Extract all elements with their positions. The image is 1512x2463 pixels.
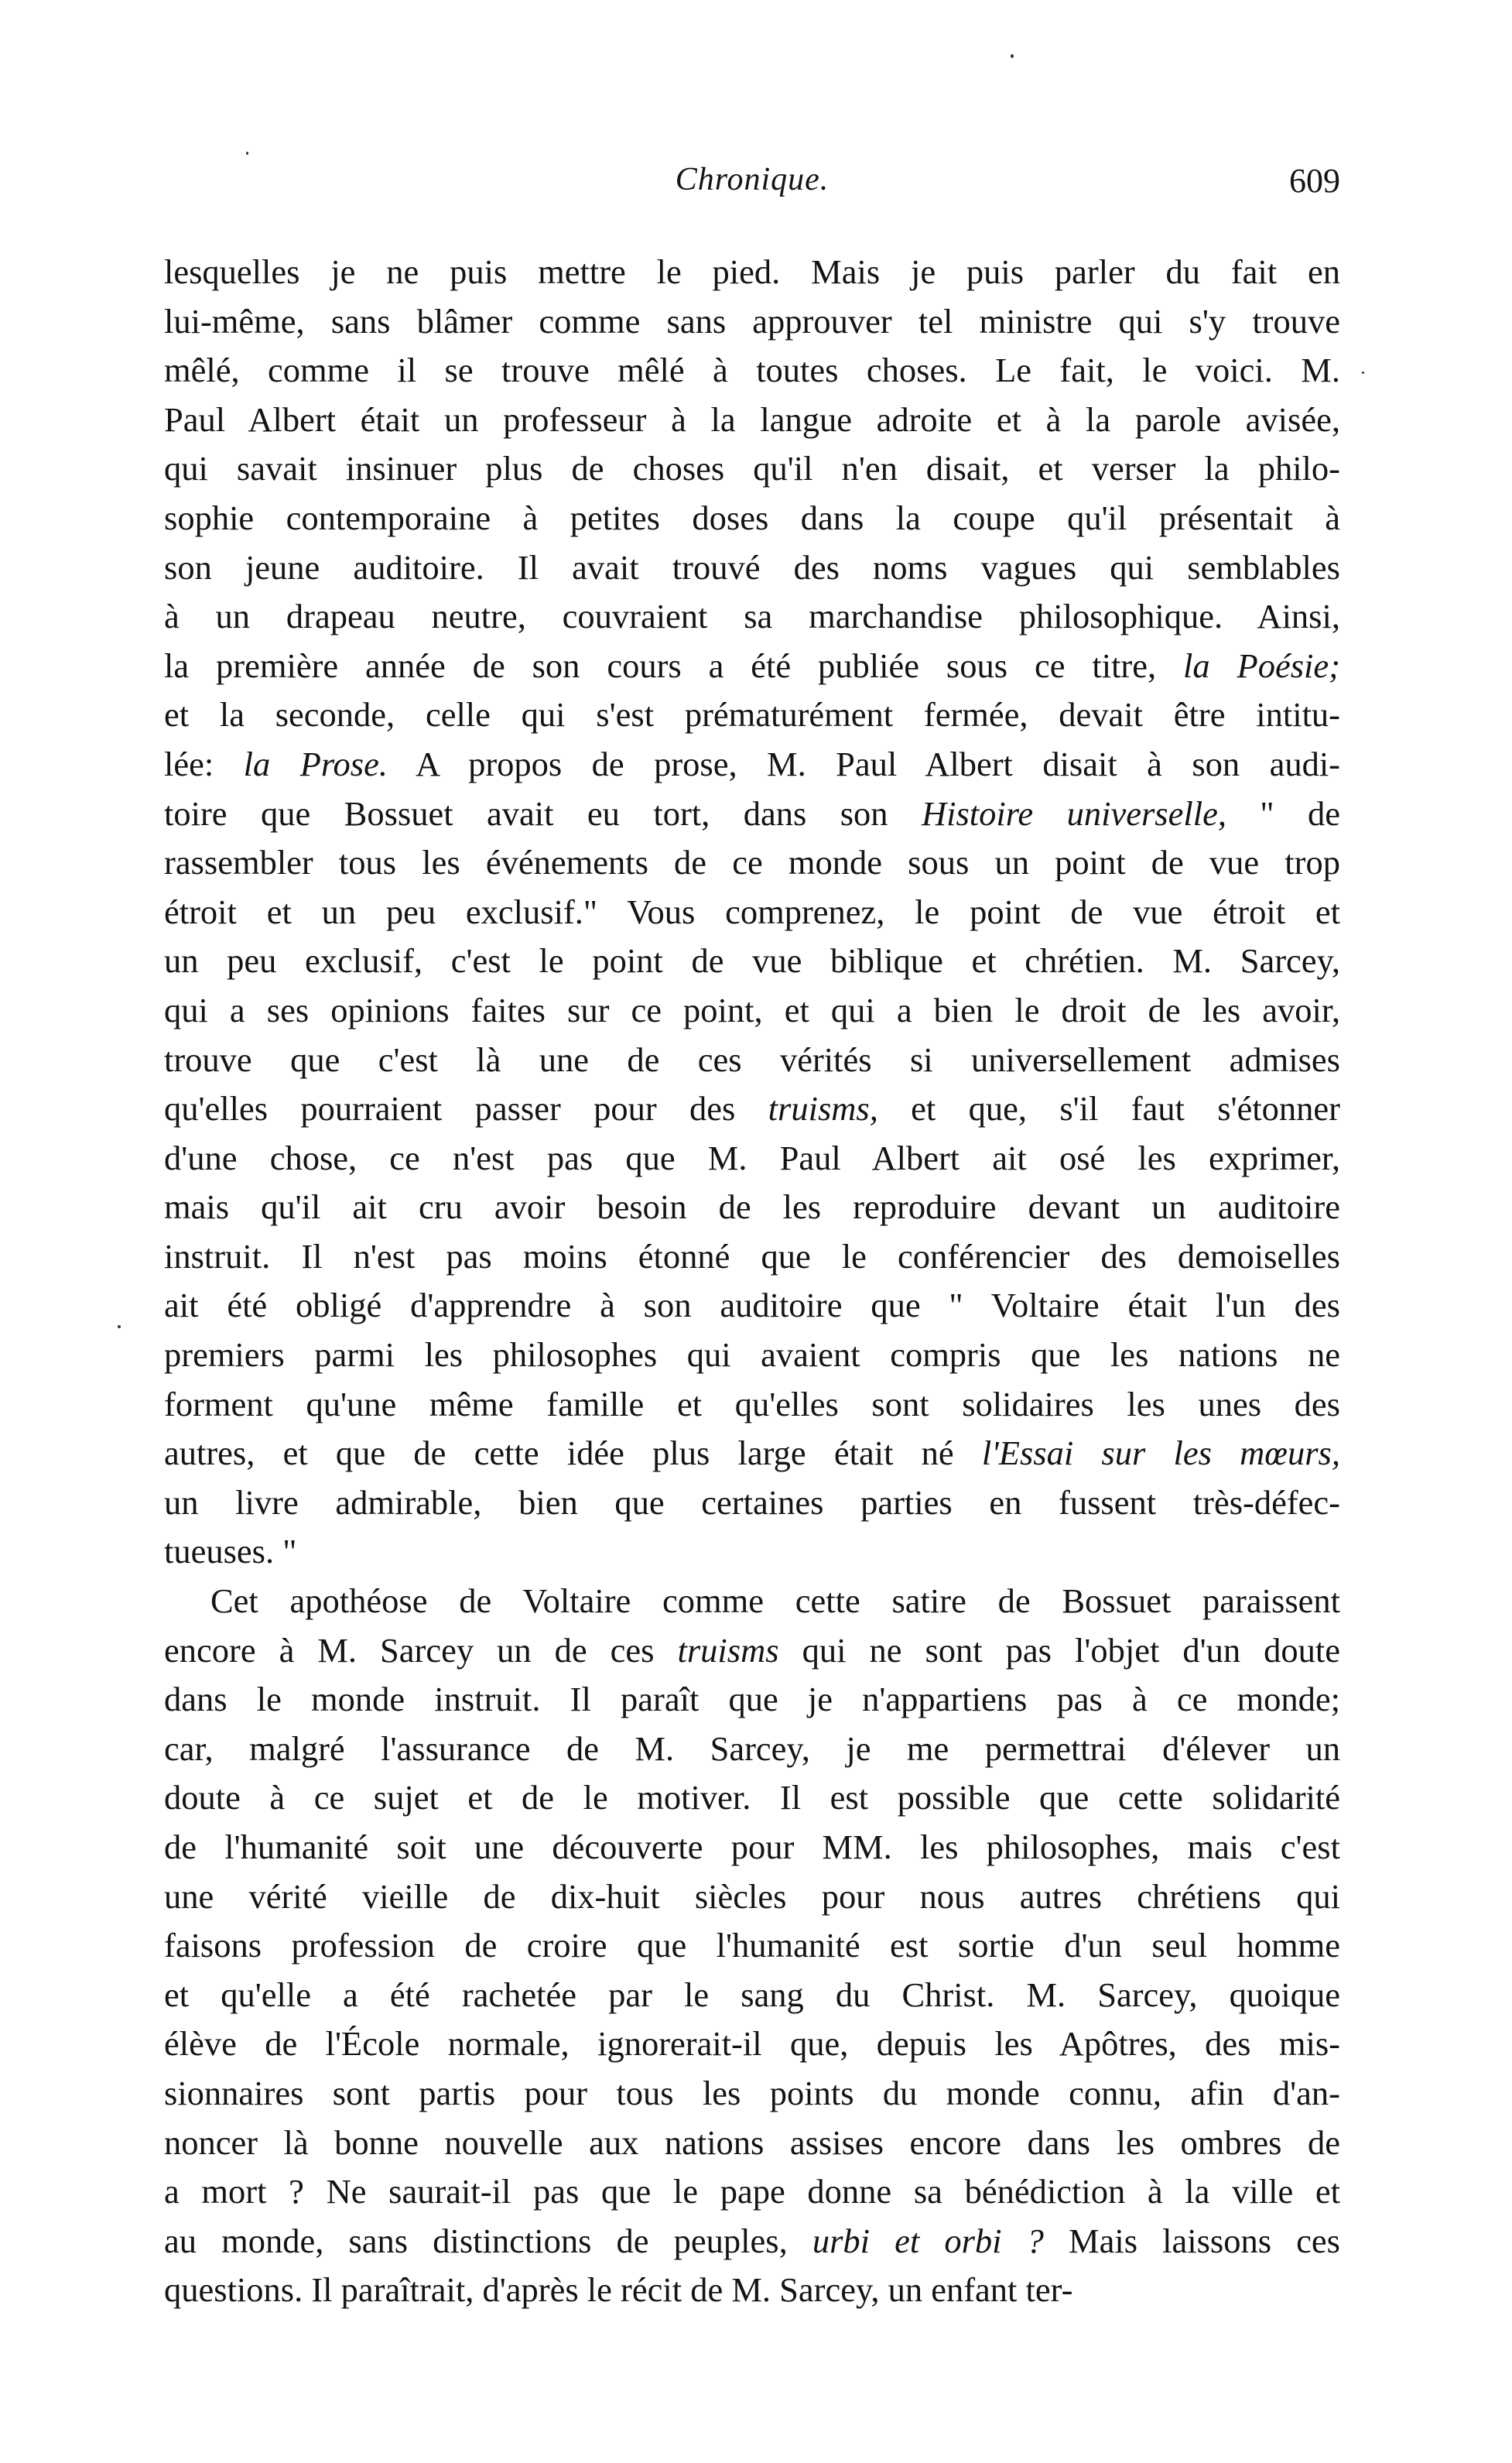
- text-run: autres, et que de cette idée plus large était né: [164, 1434, 982, 1473]
- text-line: [164, 1084, 1340, 1134]
- text-run: questions. Il paraîtrait, d'après le récit de M. Sarcey, un enfant ter-: [164, 2270, 1073, 2310]
- text-line: [164, 937, 1340, 986]
- text-run: mêlé, comme il se trouve mêlé à toutes choses. Le fait, le voici. M.: [164, 351, 1340, 390]
- text-run: et la seconde, celle qui s'est prématurément fermée, devait être intitu-: [164, 695, 1340, 735]
- text-run: qu'elles pourraient passer pour des: [164, 1089, 768, 1129]
- italic-run: truisms,: [768, 1089, 878, 1129]
- text-line: [164, 346, 1340, 396]
- text-line: [164, 1971, 1340, 2020]
- text-line: [164, 543, 1340, 593]
- text-line: [164, 2266, 1340, 2315]
- text-line: [164, 494, 1340, 543]
- text-run: instruit. Il n'est pas moins étonné que le conférencier des demoiselles: [164, 1236, 1340, 1276]
- text-run: à un drapeau neutre, couvraient sa marchandise philosophique. Ainsi,: [164, 597, 1340, 636]
- running-head: [164, 161, 1340, 215]
- text-line: [164, 2019, 1340, 2069]
- text-line: [164, 248, 1340, 297]
- text-run: doute à ce sujet et de le motiver. Il est possible que cette solidarité: [164, 1778, 1340, 1817]
- text-line: [164, 888, 1340, 937]
- text-run: un peu exclusif, c'est le point de vue biblique et chrétien. M. Sarcey,: [164, 941, 1340, 981]
- text-run: qui a ses opinions faites sur ce point, et qui a bien le droit de les avoir,: [164, 990, 1340, 1029]
- text-line: [164, 2119, 1340, 2168]
- text-line: [164, 1183, 1340, 1232]
- page-number: 609: [1289, 162, 1340, 200]
- text-line: [164, 2217, 1340, 2266]
- text-line: [164, 1281, 1340, 1331]
- text-run: noncer là bonne nouvelle aux nations assises encore dans les ombres de: [164, 2122, 1340, 2162]
- text-line: [164, 986, 1340, 1036]
- italic-run: urbi et orbi ?: [812, 2221, 1044, 2260]
- text-line: [164, 642, 1340, 691]
- text-line: [164, 1725, 1340, 1774]
- text-line: [164, 1380, 1340, 1430]
- text-run: Mais laissons ces: [1043, 2221, 1340, 2260]
- italic-run: la Prose.: [243, 744, 388, 783]
- text-run: dans le monde instruit. Il paraît que je n'appartiens pas à ce monde;: [164, 1680, 1340, 1719]
- text-run: premiers parmi les philosophes qui avaient compris que les nations ne: [164, 1335, 1340, 1375]
- text-run: qui savait insinuer plus de choses qu'il n'en disait, et verser la philo-: [164, 449, 1340, 488]
- text-line: [164, 1626, 1340, 1676]
- text-run: ait été obligé d'apprendre à son auditoire que " Voltaire était l'un des: [164, 1286, 1340, 1325]
- text-run: lesquelles je ne puis mettre le pied. Mais je puis parler du fait en: [164, 252, 1340, 291]
- text-run: rassembler tous les événements de ce monde sous un point de vue trop: [164, 843, 1340, 882]
- text-run: un livre admirable, bien que certaines parties en fussent très-défec-: [164, 1482, 1340, 1522]
- text-run: Cet apothéose de Voltaire comme cette satire de Bossuet paraissent: [210, 1581, 1340, 1621]
- text-line: [164, 1036, 1340, 1085]
- text-line: [164, 690, 1340, 740]
- text-run: qui ne sont pas l'objet d'un doute: [778, 1630, 1340, 1670]
- text-run: lui-même, sans blâmer comme sans approuver tel ministre qui s'y trouve: [164, 301, 1340, 341]
- text-run: a mort ? Ne saurait-il pas que le pape donne sa bénédiction à la ville et: [164, 2172, 1340, 2211]
- text-run: son jeune auditoire. Il avait trouvé des noms vagues qui semblables: [164, 547, 1340, 587]
- text-run: forment qu'une même famille et qu'elles sont solidaires les unes des: [164, 1384, 1340, 1423]
- text-line: [164, 1331, 1340, 1380]
- text-line: [164, 1577, 1340, 1626]
- text-line: [164, 2069, 1340, 2119]
- text-run: toire que Bossuet avait eu tort, dans son: [164, 793, 922, 833]
- text-line: [164, 1527, 1340, 1577]
- text-run: sophie contemporaine à petites doses dans la coupe qu'il présentait à: [164, 498, 1340, 537]
- print-speck: [1011, 54, 1014, 58]
- text-line: [164, 838, 1340, 888]
- text-run: faisons profession de croire que l'humanité est sortie d'un seul homme: [164, 1926, 1340, 1965]
- text-line: [164, 396, 1340, 445]
- text-line: [164, 1773, 1340, 1823]
- text-run: lée:: [164, 744, 244, 783]
- text-run: tueuses. ": [164, 1532, 297, 1571]
- text-run: et que, s'il faut s'étonner: [877, 1089, 1340, 1129]
- text-run: mais qu'il ait cru avoir besoin de les reproduire devant un auditoire: [164, 1187, 1340, 1227]
- text-line: [164, 444, 1340, 494]
- text-run: trouve que c'est là une de ces vérités si universellement admises: [164, 1040, 1340, 1079]
- print-speck: [1362, 372, 1364, 374]
- text-run: une vérité vieille de dix-huit siècles pour nous autres chrétiens qui: [164, 1876, 1340, 1916]
- text-run: d'une chose, ce n'est pas que M. Paul Albert ait osé les exprimer,: [164, 1138, 1340, 1177]
- text-line: [164, 790, 1340, 839]
- text-run: " de: [1226, 793, 1340, 833]
- paragraph: [164, 1577, 1340, 2315]
- text-run: et qu'elle a été rachetée par le sang du Christ. M. Sarcey, quoique: [164, 1975, 1340, 2014]
- text-line: [164, 1823, 1340, 1872]
- text-line: [164, 740, 1340, 790]
- text-line: [164, 1232, 1340, 1282]
- text-run: élève de l'École normale, ignorerait-il que, depuis les Apôtres, des mis-: [164, 2024, 1340, 2064]
- text-run: Paul Albert était un professeur à la langue adroite et à la parole avisée,: [164, 399, 1340, 439]
- italic-run: la Poésie;: [1183, 646, 1340, 685]
- text-line: [164, 1921, 1340, 1971]
- body-text: [164, 248, 1340, 2315]
- print-speck: [118, 1325, 121, 1328]
- text-line: [164, 1134, 1340, 1184]
- text-run: de l'humanité soit une découverte pour MM. les philosophes, mais c'est: [164, 1828, 1340, 1866]
- text-line: [164, 1872, 1340, 1922]
- text-line: [164, 2167, 1340, 2217]
- text-run: la première année de son cours a été publiée sous ce titre,: [164, 646, 1184, 685]
- italic-run: l'Essai sur les mœurs,: [981, 1434, 1340, 1473]
- text-run: car, malgré l'assurance de M. Sarcey, je me permettrai d'élever un: [164, 1728, 1340, 1768]
- text-line: [164, 1429, 1340, 1478]
- text-line: [164, 1675, 1340, 1725]
- print-speck: [246, 152, 248, 155]
- text-line: [164, 1478, 1340, 1528]
- text-run: A propos de prose, M. Paul Albert disait à son audi-: [388, 744, 1341, 783]
- paragraph: [164, 248, 1340, 1577]
- italic-run: truisms: [677, 1630, 779, 1670]
- text-line: [164, 592, 1340, 642]
- text-run: sionnaires sont partis pour tous les points du monde connu, afin d'an-: [164, 2073, 1340, 2112]
- italic-run: Histoire universelle,: [921, 793, 1226, 833]
- running-title: Chronique.: [675, 162, 830, 197]
- text-line: [164, 297, 1340, 347]
- text-run: au monde, sans distinctions de peuples,: [164, 2221, 812, 2260]
- text-run: encore à M. Sarcey un de ces: [164, 1630, 678, 1670]
- text-run: étroit et un peu exclusif." Vous comprenez, le point de vue étroit et: [164, 892, 1340, 931]
